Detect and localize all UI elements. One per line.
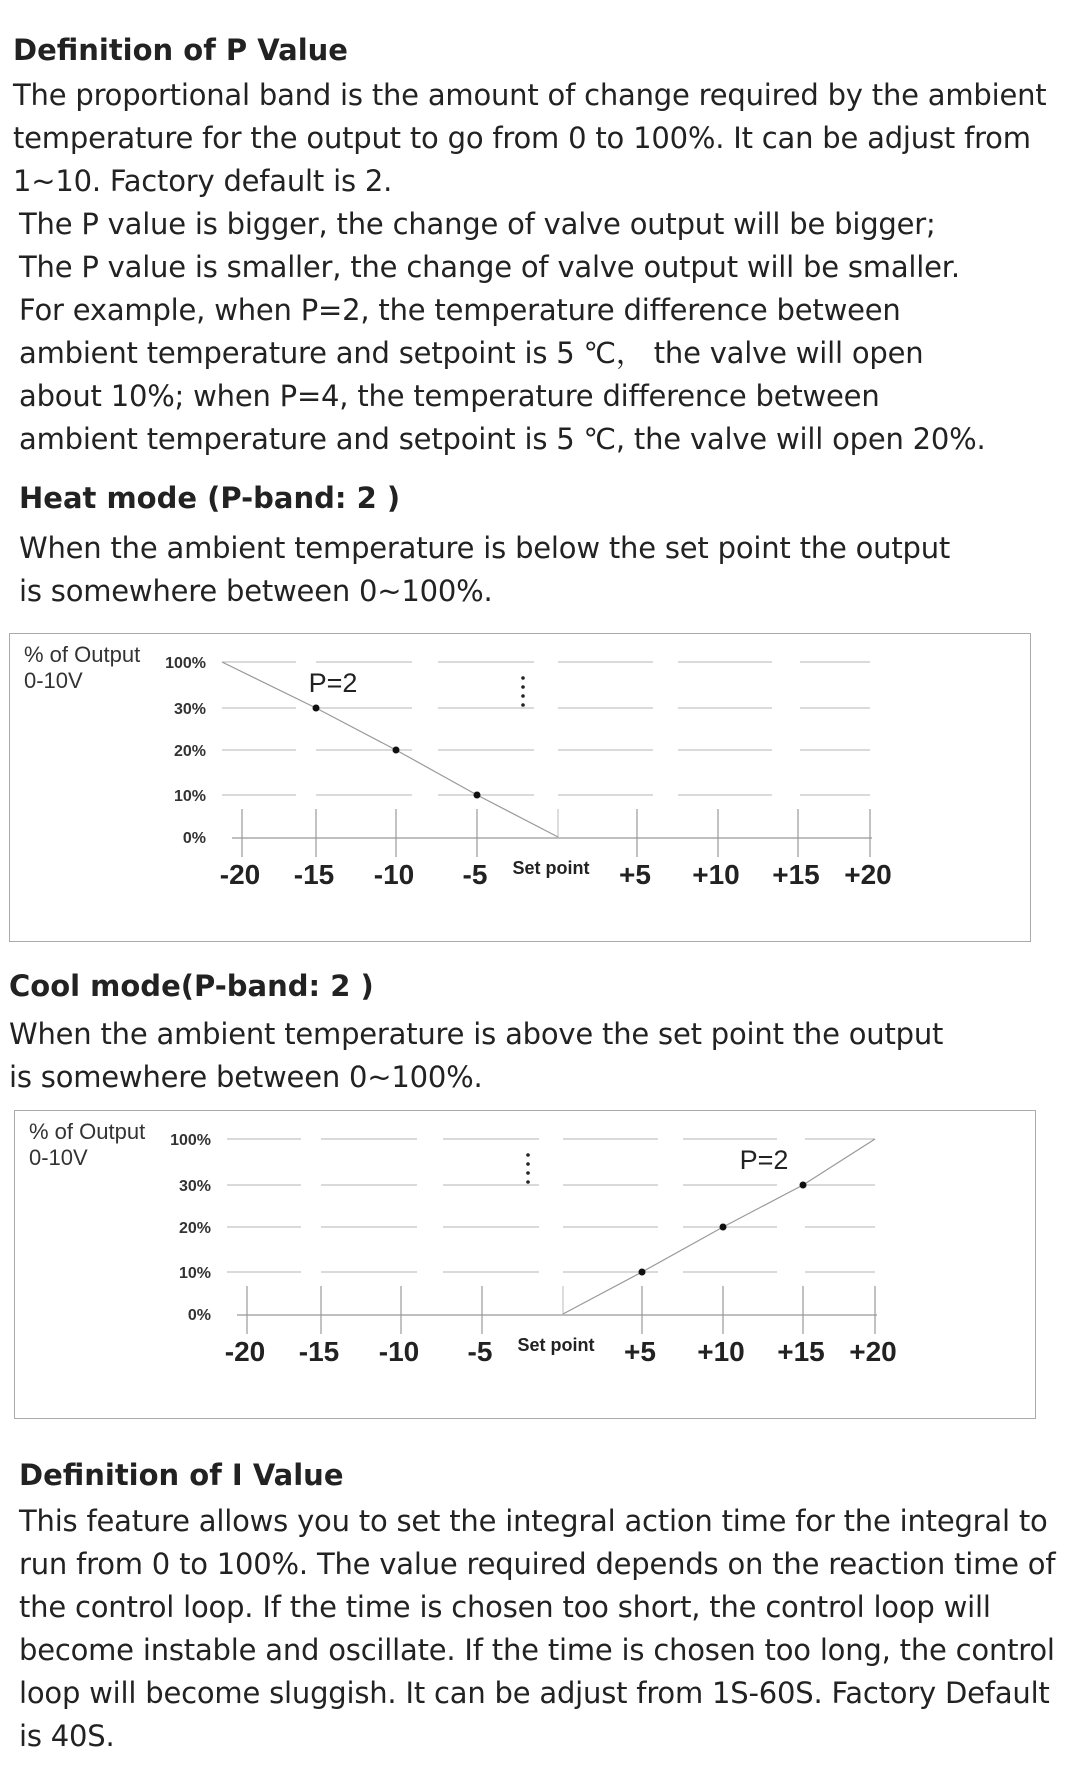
x-tick-label: -10 <box>373 859 415 890</box>
heat-line: When the ambient temperature is below the set point the output <box>19 531 951 565</box>
p-annotation: P=2 <box>308 668 358 698</box>
p-section-heading: Definition of P Value <box>13 33 348 67</box>
y-axis-title: 0-10V <box>24 668 83 693</box>
cool-chart <box>14 1110 1036 1419</box>
cool-line: When the ambient temperature is above the set point the output <box>9 1017 944 1051</box>
p-line: For example, when P=2, the temperature difference between <box>19 293 901 327</box>
ellipsis-dot <box>526 1153 530 1157</box>
ellipsis-dot <box>526 1162 530 1166</box>
p-line: about 10%; when P=4, the temperature difference between <box>19 379 880 413</box>
x-tick-label: -20 <box>219 859 261 890</box>
x-tick-label: +20 <box>849 1336 897 1367</box>
x-tick-label: -15 <box>298 1336 340 1367</box>
i-section-heading: Definition of I Value <box>19 1458 344 1492</box>
y-tick-label: 20% <box>173 743 206 760</box>
ellipsis-dot <box>521 694 525 698</box>
p-line: The proportional band is the amount of change required by the ambient <box>13 78 1047 112</box>
data-point <box>720 1224 727 1231</box>
p-line: ambient temperature and setpoint is 5 ℃， the valve will open <box>19 336 924 370</box>
i-line: the control loop. If the time is chosen too short, the control loop will <box>19 1590 991 1624</box>
y-tick-label: 30% <box>173 701 206 718</box>
x-tick-label-setpoint: Set point <box>512 858 590 878</box>
cool-line: is somewhere between 0~100%. <box>9 1060 483 1094</box>
ellipsis-dot <box>521 703 525 707</box>
x-tick-label: -5 <box>467 1336 493 1367</box>
y-tick-label: 100% <box>165 655 206 672</box>
y-tick-label: 10% <box>178 1265 211 1282</box>
x-tick-label: +20 <box>844 859 892 890</box>
data-point <box>800 1182 807 1189</box>
heat-line: is somewhere between 0~100%. <box>19 574 493 608</box>
p-line: temperature for the output to go from 0 to 100%. It can be adjust from <box>13 121 1031 155</box>
ellipsis-dot <box>526 1171 530 1175</box>
p-line: ambient temperature and setpoint is 5 ℃, the valve will open 20%. <box>19 422 986 456</box>
y-axis-title: % of Output <box>24 642 141 667</box>
y-tick-label: 20% <box>178 1220 211 1237</box>
x-tick-label: -5 <box>462 859 488 890</box>
y-axis-title: 0-10V <box>29 1145 88 1170</box>
x-tick-label: +5 <box>624 1336 656 1367</box>
x-tick-label: -15 <box>293 859 335 890</box>
cool-section-heading: Cool mode(P-band: 2 ) <box>9 969 374 1003</box>
data-point <box>639 1269 646 1276</box>
heat-chart <box>9 633 1031 942</box>
p-line: The P value is bigger, the change of valve output will be bigger; <box>19 207 936 241</box>
i-line: become instable and oscillate. If the time is chosen too long, the control <box>19 1633 1055 1667</box>
y-tick-label: 30% <box>178 1178 211 1195</box>
p-line: 1~10. Factory default is 2. <box>13 164 393 198</box>
data-point <box>393 747 400 754</box>
heat-section-heading: Heat mode (P-band: 2 ) <box>19 481 401 515</box>
y-axis-title: % of Output <box>29 1119 146 1144</box>
x-tick-label: +5 <box>619 859 651 890</box>
heat-chart-svg <box>10 634 1030 941</box>
i-line: loop will become sluggish. It can be adjust from 1S-60S. Factory Default <box>19 1676 1050 1710</box>
x-tick-label: -10 <box>378 1336 420 1367</box>
ellipsis-dot <box>521 676 525 680</box>
x-tick-label: +10 <box>697 1336 745 1367</box>
i-line: is 40S. <box>19 1719 115 1753</box>
x-tick-label: +15 <box>772 859 820 890</box>
cool-chart-svg <box>15 1111 1035 1418</box>
y-tick-label: 100% <box>170 1132 211 1149</box>
p-line: The P value is smaller, the change of valve output will be smaller. <box>19 250 960 284</box>
x-tick-label-setpoint: Set point <box>517 1335 595 1355</box>
x-tick-label: -20 <box>224 1336 266 1367</box>
y-tick-label: 0% <box>182 830 206 847</box>
data-point <box>474 792 481 799</box>
data-point <box>313 705 320 712</box>
i-line: This feature allows you to set the integral action time for the integral to <box>19 1504 1048 1538</box>
i-line: run from 0 to 100%. The value required depends on the reaction time of <box>19 1547 1056 1581</box>
ellipsis-dot <box>526 1180 530 1184</box>
y-tick-label: 0% <box>187 1307 211 1324</box>
x-tick-label: +10 <box>692 859 740 890</box>
ellipsis-dot <box>521 685 525 689</box>
y-tick-label: 10% <box>173 788 206 805</box>
p-annotation: P=2 <box>739 1145 789 1175</box>
x-tick-label: +15 <box>777 1336 825 1367</box>
